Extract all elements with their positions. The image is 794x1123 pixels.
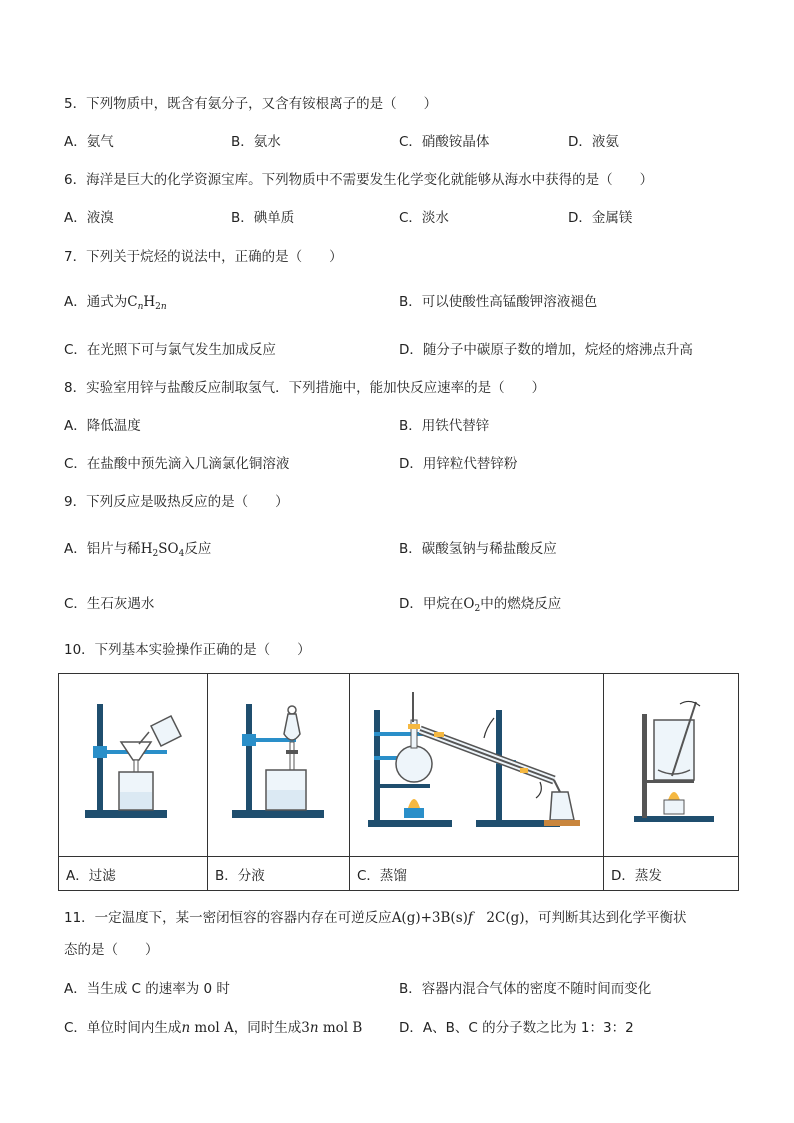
- q10-label-b[interactable]: B．分液: [208, 857, 350, 891]
- q7-option-c[interactable]: C．在光照下可与氯气发生加成反应: [64, 342, 276, 358]
- q9-option-c[interactable]: C．生石灰遇水: [64, 596, 155, 612]
- q8-option-a[interactable]: A．降低温度: [64, 418, 141, 434]
- q10-label-c[interactable]: C．蒸馏: [350, 857, 604, 891]
- reversible-reaction-equation: A(g)+3B(s)f 2C(g): [391, 910, 525, 926]
- sulfuric-acid-formula: $H_2SO_4$: [140, 541, 185, 559]
- q5-stem: 5．下列物质中，既含有氨分子，又含有铵根离子的是（ ）: [64, 96, 438, 112]
- q11-stem-line1: [64, 906, 687, 926]
- q11-option-c[interactable]: [64, 1016, 362, 1036]
- q8-option-b[interactable]: B．用铁代替锌: [399, 418, 490, 434]
- q6-option-a[interactable]: A．液溴: [64, 210, 114, 226]
- q11-option-c-prefix: C．单位时间内生成: [64, 1020, 182, 1036]
- q9-option-b[interactable]: B．碳酸氢钠与稀盐酸反应: [399, 541, 557, 557]
- q11-stem-prefix: 11．一定温度下，某一密闭恒容的容器内存在可逆反应: [64, 910, 392, 926]
- q9-option-a-prefix: A．铝片与稀: [64, 541, 141, 557]
- q6-option-d[interactable]: D．金属镁: [568, 210, 633, 226]
- q7-option-a[interactable]: [64, 290, 167, 312]
- alkane-formula: $C_nH_{2n}$: [127, 294, 167, 312]
- distillation-illustration: [350, 674, 604, 857]
- oxygen-formula: $O_2$: [463, 596, 481, 614]
- q10-label-d[interactable]: D．蒸发: [604, 857, 739, 891]
- q9-option-d[interactable]: [399, 592, 561, 614]
- q7-option-d[interactable]: D．随分子中碳原子数的增加，烷烃的熔沸点升高: [399, 342, 693, 358]
- q9-option-d-suffix: 中的燃烧反应: [480, 596, 562, 612]
- q8-option-c[interactable]: C．在盐酸中预先滴入几滴氯化铜溶液: [64, 456, 290, 472]
- q10-stem: 10．下列基本实验操作正确的是（ ）: [64, 642, 311, 658]
- q9-stem: 9．下列反应是吸热反应的是（ ）: [64, 494, 289, 510]
- amount-a: n mol A: [181, 1020, 234, 1036]
- distillation-apparatus-icon: [354, 680, 600, 850]
- q5-option-b[interactable]: B．氨水: [231, 134, 281, 150]
- q11-option-c-mid: ，同时生成: [233, 1020, 302, 1036]
- q9-option-d-prefix: D．甲烷在: [399, 596, 464, 612]
- q9-option-a[interactable]: [64, 537, 211, 559]
- q8-stem: 8．实验室用锌与盐酸反应制取氢气．下列措施中，能加快反应速率的是（ ）: [64, 380, 546, 396]
- q11-option-d[interactable]: D．A、B、C 的分子数之比为 1：3：2: [399, 1020, 634, 1036]
- experiment-table: [58, 673, 739, 891]
- q5-option-a[interactable]: A．氨气: [64, 134, 114, 150]
- q11-option-b[interactable]: B．容器内混合气体的密度不随时间而变化: [399, 981, 652, 997]
- q5-option-d[interactable]: D．液氨: [568, 134, 619, 150]
- q10-label-a[interactable]: A．过滤: [59, 857, 208, 891]
- q11-stem-line2: 态的是（ ）: [64, 942, 159, 958]
- q7-option-b[interactable]: B．可以使酸性高锰酸钾溶液褪色: [399, 294, 598, 310]
- q8-option-d[interactable]: D．用锌粒代替锌粉: [399, 456, 518, 472]
- q5-option-c[interactable]: C．硝酸铵晶体: [399, 134, 490, 150]
- q7-stem: 7．下列关于烷烃的说法中，正确的是（ ）: [64, 249, 343, 265]
- q6-stem: 6．海洋是巨大的化学资源宝库。下列物质中不需要发生化学变化就能够从海水中获得的是（ ）: [64, 172, 654, 188]
- q6-option-c[interactable]: C．淡水: [399, 210, 449, 226]
- q7-option-a-prefix: A．通式为: [64, 294, 128, 310]
- q6-option-b[interactable]: B．碘单质: [231, 210, 295, 226]
- filtration-apparatus-icon: [63, 680, 203, 850]
- evaporating-dish-icon: [608, 680, 734, 850]
- q11-stem-suffix: ，可判断其达到化学平衡状: [524, 910, 687, 926]
- filtration-illustration: [59, 674, 208, 857]
- separatory-funnel-icon: [212, 680, 346, 850]
- amount-b: 3n mol B: [301, 1020, 363, 1036]
- evaporation-illustration: [604, 674, 739, 857]
- q9-option-a-suffix: 反应: [184, 541, 212, 557]
- q11-option-a[interactable]: A．当生成 C 的速率为 0 时: [64, 981, 230, 997]
- separation-illustration: [208, 674, 350, 857]
